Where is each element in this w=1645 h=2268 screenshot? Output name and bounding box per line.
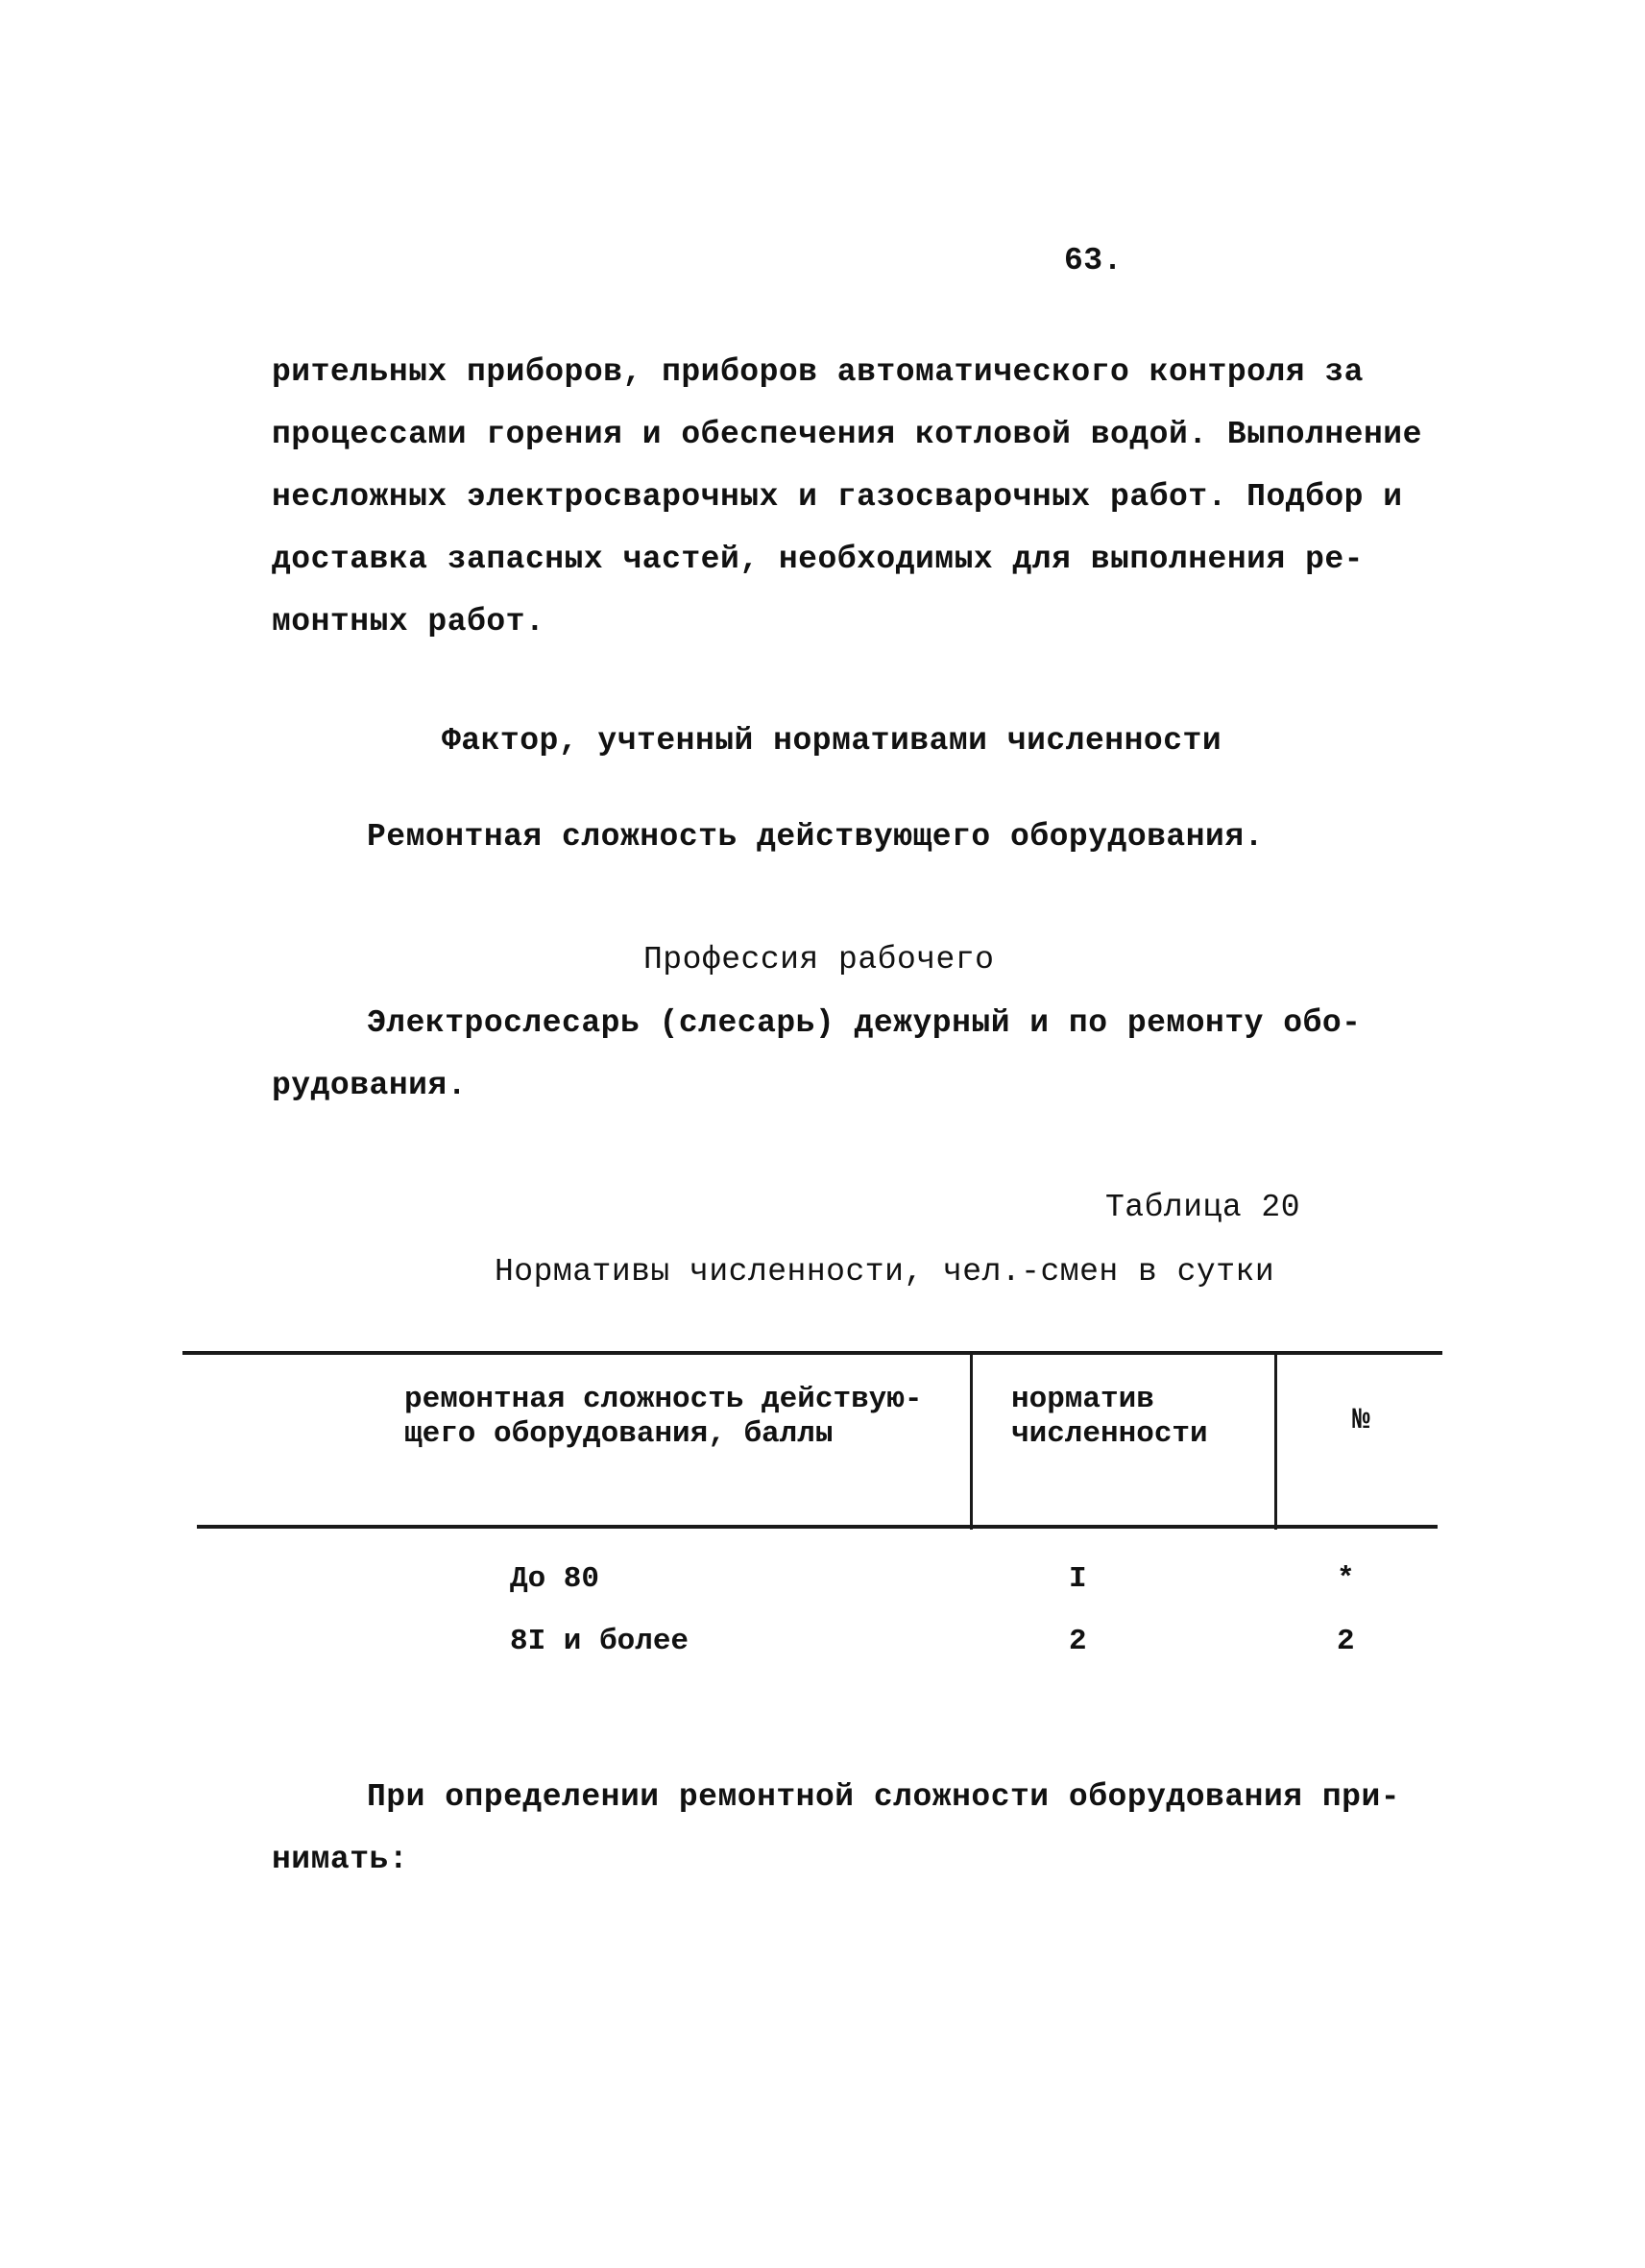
closing-line: нимать: [272, 1842, 409, 1877]
paragraph-line: монтных работ. [272, 604, 545, 639]
header-number: № [1352, 1404, 1370, 1437]
profession-heading: Профессия рабочего [643, 942, 995, 977]
closing-line: При определении ремонтной сложности оборудования при- [367, 1779, 1401, 1815]
paragraph-line: несложных электросварочных и газосварочных работ. Подбор и [272, 479, 1403, 515]
header-complexity: щего оборудования, баллы [404, 1417, 834, 1451]
profession-line: рудования. [272, 1068, 468, 1103]
table-column-divider [970, 1353, 973, 1530]
header-norm: численности [1011, 1417, 1208, 1451]
table-top-rule [182, 1351, 1442, 1355]
table-row-number: 2 [1337, 1625, 1355, 1658]
paragraph-line: процессами горения и обеспечения котловой водой. Выполнение [272, 417, 1422, 452]
table-column-divider [1274, 1353, 1277, 1530]
paragraph-line: рительных приборов, приборов автоматического контроля за [272, 354, 1364, 390]
table-caption: Нормативы численности, чел.-смен в сутки [495, 1254, 1275, 1290]
header-norm: норматив [1011, 1383, 1154, 1416]
page-number: 63. [1064, 243, 1123, 278]
table-row-norm: I [1069, 1562, 1087, 1596]
table-row-number: * [1337, 1562, 1355, 1596]
header-complexity: ремонтная сложность действую- [404, 1383, 923, 1416]
factor-heading: Фактор, учтенный нормативами численности [442, 723, 1222, 759]
profession-line: Электрослесарь (слесарь) дежурный и по ремонту обо- [367, 1005, 1362, 1041]
table-row-complexity: 8I и более [510, 1625, 689, 1658]
table-row-complexity: До 80 [510, 1562, 600, 1596]
table-label: Таблица 20 [1105, 1190, 1301, 1225]
paragraph-line: доставка запасных частей, необходимых для выполнения ре- [272, 542, 1364, 577]
table-row-norm: 2 [1069, 1625, 1087, 1658]
factor-text: Ремонтная сложность действующего оборудования. [367, 819, 1264, 855]
table-header-rule [197, 1525, 1438, 1529]
